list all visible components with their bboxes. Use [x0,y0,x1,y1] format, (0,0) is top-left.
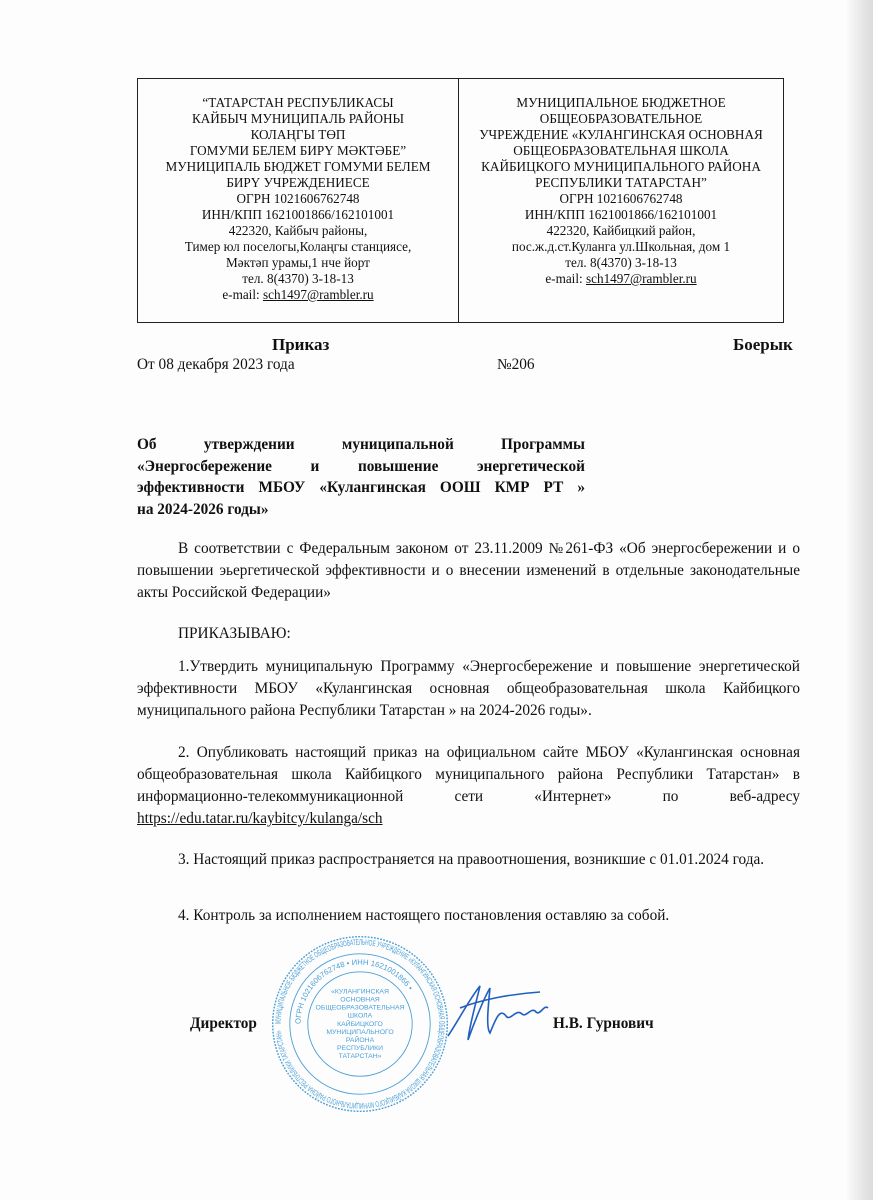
letterhead-line: БИРҮ УЧРЕЖДЕНИЕСЕ [226,175,370,190]
subject-line: эффективности МБОУ «Кулангинская ООШ КМР РТ » [137,479,585,496]
letterhead [137,78,784,323]
stamp-center-line: «КУЛАНГИНСКАЯ [331,988,389,996]
order-date: От 08 декабря 2023 года [137,356,295,373]
preamble: В соответствии с Федеральным законом от 23.11.2009 №261-ФЗ «Об энергосбережении и о повышении эьергетической эффективности и о внесении изменений в отдельные законодательные акты Российской Федерации» [137,540,800,601]
website-link[interactable]: https://edu.tatar.ru/kaybitcy/kulanga/sch [137,810,383,827]
letterhead-line: КОЛАҢГЫ ТӨП [250,127,346,142]
item-2 [137,742,800,830]
letterhead-line: ОГРН 1021606762748 [236,191,360,206]
letterhead-line: ИНН/КПП 1621001866/162101001 [201,207,395,222]
email-label: e-mail: [545,271,586,286]
stamp-center-line: РЕСПУБЛИКИ [336,1045,384,1053]
stamp-center-line: ОБЩЕОБРАЗОВАТЕЛЬНАЯ [315,1004,405,1012]
director-signature [440,978,550,1048]
letterhead-tatar [138,79,459,322]
email-line [138,287,458,303]
letterhead-line: 422320, Кайбицкий район, [546,223,696,238]
order-subject [137,434,585,520]
subject-line: «Энергосбережение и повышение энергетической [137,457,585,475]
letterhead-line: пос.ж.д.ст.Куланга ул.Школьная, дом 1 [511,239,731,254]
scan-edge [847,0,873,1200]
letterhead-line: тел. 8(4370) 3-18-13 [242,271,354,286]
letterhead-line: КАЙБЫЧ МУНИЦИПАЛЬ РАЙОНЫ [191,111,405,126]
order-word: ПРИКАЗЫВАЮ: [178,625,291,642]
letterhead-line: ОГРН 1021606762748 [559,191,683,206]
signature-position: Директор [190,1015,257,1032]
letterhead-line: РЕСПУБЛИКИ ТАТАРСТАН” [535,175,707,190]
school-seal-stamp [270,934,450,1114]
letterhead-russian [459,79,783,322]
subject-line: на 2024-2026 годы» [137,500,269,518]
letterhead-line: Мәктәп урамы,1 нче йорт [226,255,370,270]
item-4: 4. Контроль за исполнением настоящего постановления оставляю за собой. [178,907,670,924]
letterhead-line: МУНИЦИПАЛЬНОЕ БЮДЖЕТНОЕ [516,95,726,110]
stamp-center-line: ТАТАРСТАН» [338,1053,382,1061]
subject-line: Об утверждении муниципальной Программы [137,436,585,453]
letterhead-line: ГОМУМИ БЕЛЕМ БИРҮ МӘКТӘБЕ” [189,143,407,158]
email-line [459,271,783,287]
stamp-center-line: ОСНОВНАЯ [340,996,380,1004]
letterhead-line: ОБЩЕОБРАЗОВАТЕЛЬНОЕ [539,111,703,126]
stamp-center-line: ШКОЛА [347,1012,373,1020]
letterhead-line: Тимер юл поселогы,Колаңгы станциясе, [184,239,412,254]
item-1: 1.Утвердить муниципальную Программу «Энергосбережение и повышение энергетической эффективности МБОУ «Кулангинская основная общеобразовательная школа Кайбицкого муниципального района Республики Татарстан » на 2024-2026 годы». [137,658,800,719]
stamp-center-line: КАЙБИЦКОГО [337,1020,383,1028]
email-label: e-mail: [222,287,263,302]
letterhead-line: тел. 8(4370) 3-18-13 [565,255,677,270]
stamp-outer-text: МУНИЦИПАЛЬНОЕ БЮДЖЕТНОЕ ОБЩЕОБРАЗОВАТЕЛЬНОЕ УЧРЕЖДЕНИЕ «КУЛАНГИНСКАЯ ОСНОВНАЯ ОБЩЕОБРАЗОВАТЕЛЬНАЯ ШКОЛА КАЙБИЦКОГО МУНИЦИПАЛЬНОГО РАЙОНА РЕСПУБЛИКИ ТАТАРСТАН» [273,937,447,1111]
order-title-tatar: Боерык [733,335,793,354]
signature-name: Н.В. Гурнович [553,1015,654,1032]
letterhead-line: “ТАТАРСТАН РЕСПУБЛИКАСЫ [202,95,394,110]
letterhead-line: УЧРЕЖДЕНИЕ «КУЛАНГИНСКАЯ ОСНОВНАЯ [479,127,763,142]
item-2-text: 2. Опубликовать настоящий приказ на официальном сайте МБОУ «Кулангинская основная общеобразовательная школа Кайбицкого муниципального района Республики Татарстан» в информационно-телекоммуникационной сети «Интернет» по веб-адресу [137,744,800,805]
stamp-ring-text: ОГРН 1021606762748 • ИНН 1621001866 • [293,957,415,1025]
letterhead-line: 422320, Кайбыч районы, [228,223,368,238]
item-3: 3. Настоящий приказ распространяется на правоотношения, возникшие с 01.01.2024 года. [178,851,765,868]
letterhead-line: ОБЩЕОБРАЗОВАТЕЛЬНАЯ ШКОЛА [513,143,729,158]
order-number: №206 [497,356,535,373]
letterhead-line: КАЙБИЦКОГО МУНИЦИПАЛЬНОГО РАЙОНА [481,159,761,174]
letterhead-line: МУНИЦИПАЛЬ БЮДЖЕТ ГОМУМИ БЕЛЕМ [165,159,431,174]
email-link[interactable]: sch1497@rambler.ru [262,287,374,302]
email-link[interactable]: sch1497@rambler.ru [585,271,697,286]
stamp-center-line: РАЙОНА [345,1037,375,1044]
letterhead-line: ИНН/КПП 1621001866/162101001 [524,207,718,222]
order-title: Приказ [272,335,330,354]
stamp-center-line: МУНИЦИПАЛЬНОГО [326,1028,394,1036]
